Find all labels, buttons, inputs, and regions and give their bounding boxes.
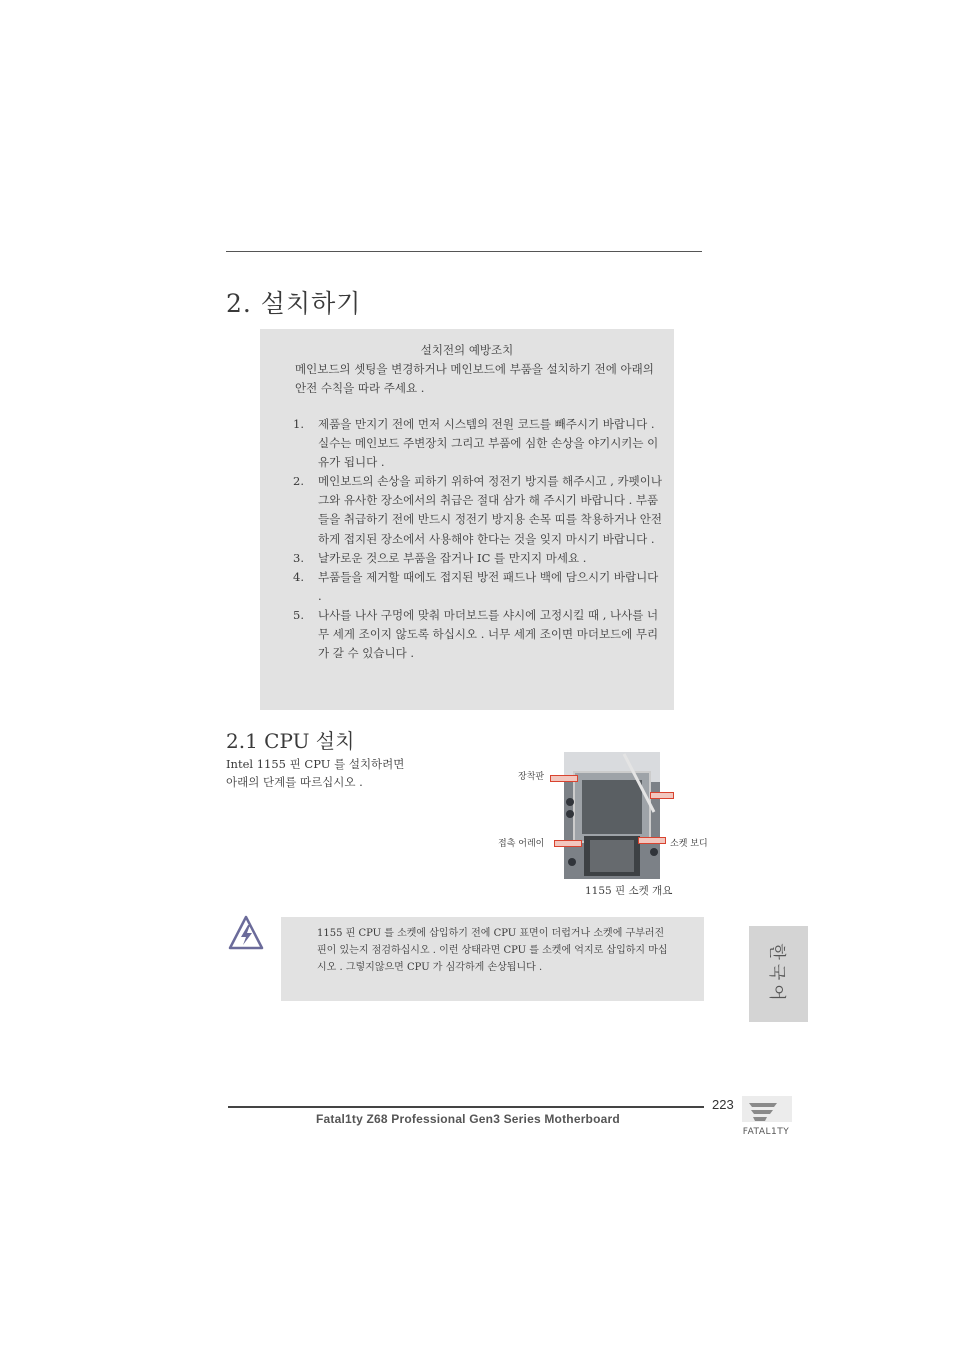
socket-photo xyxy=(564,752,660,879)
list-item xyxy=(293,415,663,472)
cpu-intro-line: Intel 1155 핀 CPU 를 설치하려면 xyxy=(226,757,405,771)
cpu-intro-line: 아래의 단계를 따르십시오 . xyxy=(226,775,363,789)
footer-title: Fatal1ty Z68 Professional Gen3 Series Motherboard xyxy=(316,1112,620,1126)
precautions-panel xyxy=(260,329,674,710)
step-text: 제품을 만지기 전에 먼저 시스템의 전원 코드를 빼주시기 바랍니다 . 실수는 메인보드 주변장치 그리고 부품에 심한 손상을 야기시키는 이유가 됩니다 . xyxy=(318,417,659,470)
warning-panel xyxy=(281,917,704,1001)
warning-icon xyxy=(226,912,266,952)
fatal1ty-logo xyxy=(737,1093,795,1137)
footer-divider xyxy=(228,1106,704,1108)
socket-illustration xyxy=(564,752,660,879)
contact-array-label: 접촉 어레이 xyxy=(498,839,545,849)
language-tab xyxy=(749,926,808,1022)
cpu-section-title: 2.1 CPU 설치 xyxy=(226,729,355,753)
step-number: 2. xyxy=(293,474,304,489)
top-divider xyxy=(226,251,702,252)
socket-body-label: 소켓 보디 xyxy=(670,839,708,849)
load-plate-label: 장착판 xyxy=(518,772,545,782)
load-lever-callout xyxy=(650,792,674,799)
section-title: 2. 설치하기 xyxy=(226,289,362,318)
svg-text:FATAL1TY: FATAL1TY xyxy=(742,1127,790,1137)
step-text: 부품들을 제거할 때에도 접지된 방전 패드나 백에 담으시기 바랍니다 . xyxy=(318,569,659,603)
list-item xyxy=(293,568,663,606)
step-text: 나사를 나사 구멍에 맞춰 마더보드를 샤시에 고정시킬 때 , 나사를 너무 세게 조이지 않도록 하십시오 . 너무 세게 조이면 마더보드에 무리가 갈 수 있습니다 . xyxy=(318,607,659,661)
page-number: 223 xyxy=(712,1097,734,1112)
precautions-list xyxy=(293,415,663,663)
contact-array-callout xyxy=(554,840,582,847)
step-text: 메인보드의 손상을 피하기 위하여 정전기 방지를 해주시고 , 카펫이나 그와 유사한 장소에서의 취급은 절대 삼가 해 주시기 바랍니다 . 부품들을 취급하기 전에 반드시 정전기 방지용 손목 띠를 착용하거나 안전하게 접지된 장소에서 사용해야 한다는 것을 잊지 마시기 바랍니다 . xyxy=(318,474,662,546)
socket-body-callout xyxy=(638,837,666,844)
step-number: 4. xyxy=(293,569,304,584)
list-item xyxy=(293,549,663,568)
socket-caption: 1155 핀 소켓 개요 xyxy=(585,885,673,897)
step-number: 1. xyxy=(293,417,304,431)
step-text: 날카로운 것으로 부품을 잡거나 IC 를 만지지 마세요 . xyxy=(318,550,587,565)
list-item xyxy=(293,472,663,548)
precautions-heading: 설치전의 예방조치 xyxy=(420,343,514,357)
precautions-intro: 메인보드의 셋팅을 변경하거나 메인보드에 부품을 설치하기 전에 아래의 안전 수칙을 따라 주세요 . xyxy=(295,362,654,395)
step-number: 5. xyxy=(293,607,304,622)
list-item xyxy=(293,606,663,663)
cpu-section-intro xyxy=(226,755,436,791)
load-plate-callout xyxy=(550,775,578,782)
step-number: 3. xyxy=(293,550,304,565)
warning-text: 1155 핀 CPU 를 소켓에 삽입하기 전에 CPU 표면이 더럽거나 소켓에 구부러진 핀이 있는지 점검하십시오 . 이런 상태라면 CPU 를 소켓에 억지로 삽입하지 마십시오 . 그렇지않으면 CPU 가 심각하게 손상됩니다 . xyxy=(317,928,668,973)
language-tab-label: 한국어 xyxy=(766,943,786,1005)
